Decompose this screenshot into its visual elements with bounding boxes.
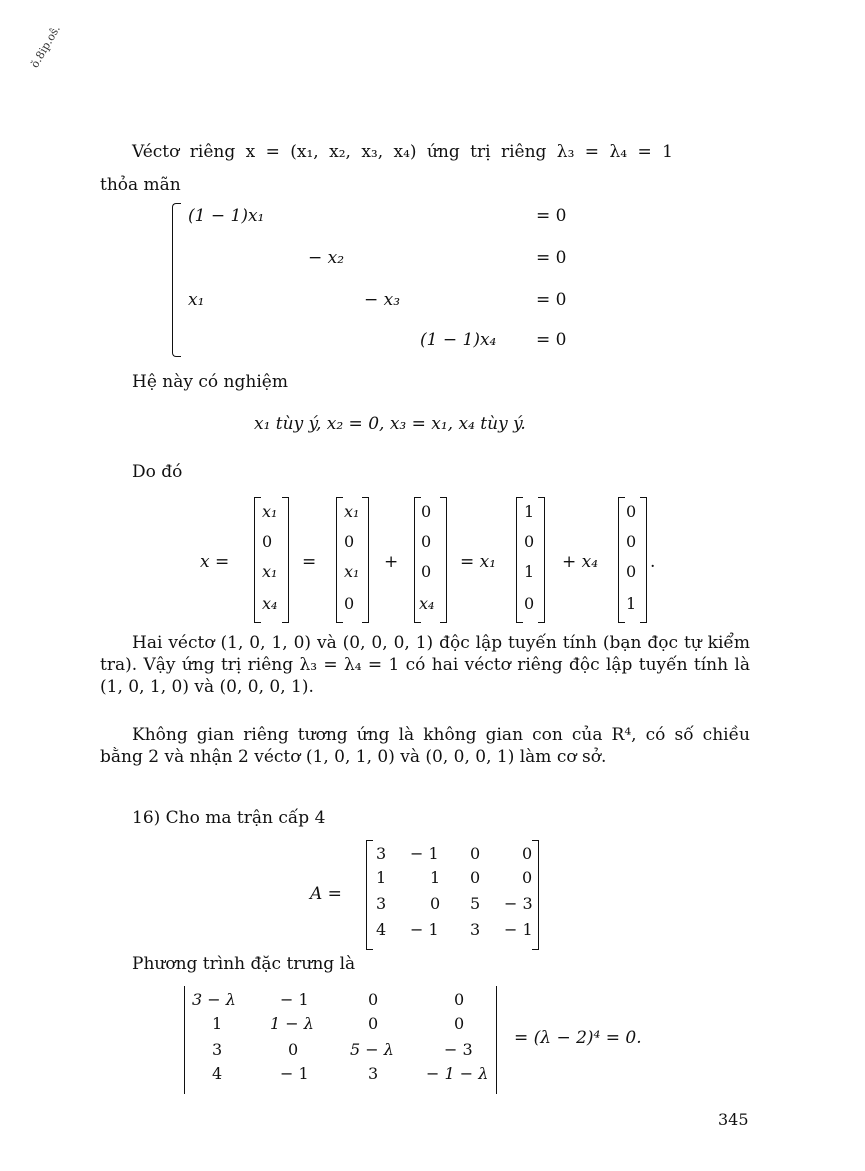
- eigenspace-paragraph: Không gian riêng tương ứng là không gian con của R⁴, có số chiều bằng 2 và nhận 2 véctơ (1, 0, 1, 0) và (0, 0, 0, 1) làm cơ sở.: [100, 725, 750, 767]
- det-cell: 1: [212, 1014, 223, 1033]
- independence-paragraph: Hai véctơ (1, 0, 1, 0) và (0, 0, 0, 1) độc lập tuyến tính (bạn đọc tự kiểm tra). Vậy ứng trị riêng λ₃ = λ₄ = 1 có hai véctơ riêng độc lập tuyến tính là (1, 0, 1, 0) và (0, 0, 0, 1).: [100, 633, 750, 697]
- v2-entry: x₁: [344, 502, 360, 521]
- v4-entry: 1: [524, 562, 535, 581]
- matrix-a-right-bracket: [532, 840, 539, 950]
- v4-entry: 0: [524, 532, 535, 551]
- matrix-a-cell: − 1: [410, 844, 439, 863]
- det-cell: 0: [454, 990, 465, 1009]
- eq4-rhs: = 0: [536, 330, 567, 350]
- characteristic-polynomial: = (λ − 2)⁴ = 0.: [514, 1028, 642, 1048]
- page-number: 345: [718, 1110, 749, 1129]
- matrix-a-cell: 0: [470, 844, 481, 863]
- det-cell: 0: [368, 1014, 379, 1033]
- library-stamp: ŏ.8ip.oŝ.: [28, 22, 63, 71]
- v2-entry: x₁: [344, 562, 360, 581]
- v5-entry: 0: [626, 532, 637, 551]
- det-cell: 5 − λ: [350, 1040, 394, 1059]
- det-cell: 0: [288, 1040, 299, 1059]
- det-cell: 4: [212, 1064, 223, 1083]
- v2-entry: 0: [344, 594, 355, 613]
- eq3-left: x₁: [188, 290, 205, 310]
- therefore-label: Do đó: [132, 462, 183, 482]
- x-equals: x =: [200, 552, 230, 572]
- v2-entry: 0: [344, 532, 355, 551]
- matrix-a-cell: 3: [470, 920, 481, 939]
- v1-right-bracket: [282, 497, 289, 623]
- eq2-mid: − x₂: [308, 248, 345, 268]
- system-brace: [172, 203, 181, 357]
- det-cell: − 1: [280, 1064, 309, 1083]
- det-cell: 1 − λ: [270, 1014, 314, 1033]
- det-cell: 3 − λ: [192, 990, 236, 1009]
- has-solution-label: Hệ này có nghiệm: [132, 372, 288, 392]
- solution-line: x₁ tùy ý, x₂ = 0, x₃ = x₁, x₄ tùy ý.: [254, 414, 526, 434]
- matrix-a-cell: 4: [376, 920, 387, 939]
- v4-left-bracket: [516, 497, 523, 623]
- eq3-rhs: = 0: [536, 290, 567, 310]
- plus-sign-1: +: [384, 552, 399, 572]
- eq3-mid: − x₃: [364, 290, 401, 310]
- v5-entry: 0: [626, 502, 637, 521]
- v2-right-bracket: [362, 497, 369, 623]
- det-cell: − 3: [444, 1040, 473, 1059]
- equals-x1: = x₁: [460, 552, 497, 572]
- matrix-a-cell: 0: [522, 844, 533, 863]
- det-cell: − 1 − λ: [426, 1064, 489, 1083]
- v1-left-bracket: [254, 497, 261, 623]
- matrix-a-cell: 3: [376, 844, 387, 863]
- matrix-a-left-bracket: [366, 840, 373, 950]
- det-left-bar: [184, 986, 185, 1094]
- v3-entry: 0: [421, 502, 432, 521]
- v4-entry: 0: [524, 594, 535, 613]
- eigenvector-statement: Véctơ riêng x = (x₁, x₂, x₃, x₄) ứng trị riêng λ₃ = λ₄ = 1: [132, 142, 673, 162]
- matrix-a-label: A =: [310, 884, 342, 904]
- eq4-right: (1 − 1)x₄: [420, 330, 497, 350]
- v1-entry: x₁: [262, 502, 278, 521]
- exercise-16-heading: 16) Cho ma trận cấp 4: [132, 808, 326, 828]
- matrix-a-cell: 0: [430, 894, 441, 913]
- v5-entry: 1: [626, 594, 637, 613]
- matrix-a-cell: 5: [470, 894, 481, 913]
- v5-left-bracket: [618, 497, 625, 623]
- matrix-a-cell: − 1: [410, 920, 439, 939]
- v1-entry: 0: [262, 532, 273, 551]
- matrix-a-cell: − 3: [504, 894, 533, 913]
- v5-entry: 0: [626, 562, 637, 581]
- det-cell: 3: [212, 1040, 223, 1059]
- eq2-rhs: = 0: [536, 248, 567, 268]
- eq1-rhs: = 0: [536, 206, 567, 226]
- det-right-bar: [496, 986, 497, 1094]
- v1-entry: x₄: [262, 594, 278, 613]
- det-cell: 0: [454, 1014, 465, 1033]
- period: .: [650, 552, 656, 572]
- v3-entry: x₄: [419, 594, 435, 613]
- matrix-a-cell: 0: [522, 868, 533, 887]
- matrix-a-cell: 1: [376, 868, 387, 887]
- matrix-a-cell: 0: [470, 868, 481, 887]
- v5-right-bracket: [640, 497, 647, 623]
- matrix-a-cell: 1: [430, 868, 441, 887]
- satisfies-label: thỏa mãn: [100, 175, 181, 195]
- det-cell: 0: [368, 990, 379, 1009]
- v3-entry: 0: [421, 532, 432, 551]
- v2-left-bracket: [336, 497, 343, 623]
- equals-sign-1: =: [302, 552, 317, 572]
- v3-entry: 0: [421, 562, 432, 581]
- eq1-left: (1 − 1)x₁: [188, 206, 265, 226]
- det-cell: 3: [368, 1064, 379, 1083]
- v3-right-bracket: [440, 497, 447, 623]
- det-cell: − 1: [280, 990, 309, 1009]
- v1-entry: x₁: [262, 562, 278, 581]
- characteristic-equation-label: Phương trình đặc trưng là: [132, 954, 356, 974]
- matrix-a-cell: 3: [376, 894, 387, 913]
- v4-entry: 1: [524, 502, 535, 521]
- plus-x4: + x₄: [562, 552, 599, 572]
- v4-right-bracket: [538, 497, 545, 623]
- matrix-a-cell: − 1: [504, 920, 533, 939]
